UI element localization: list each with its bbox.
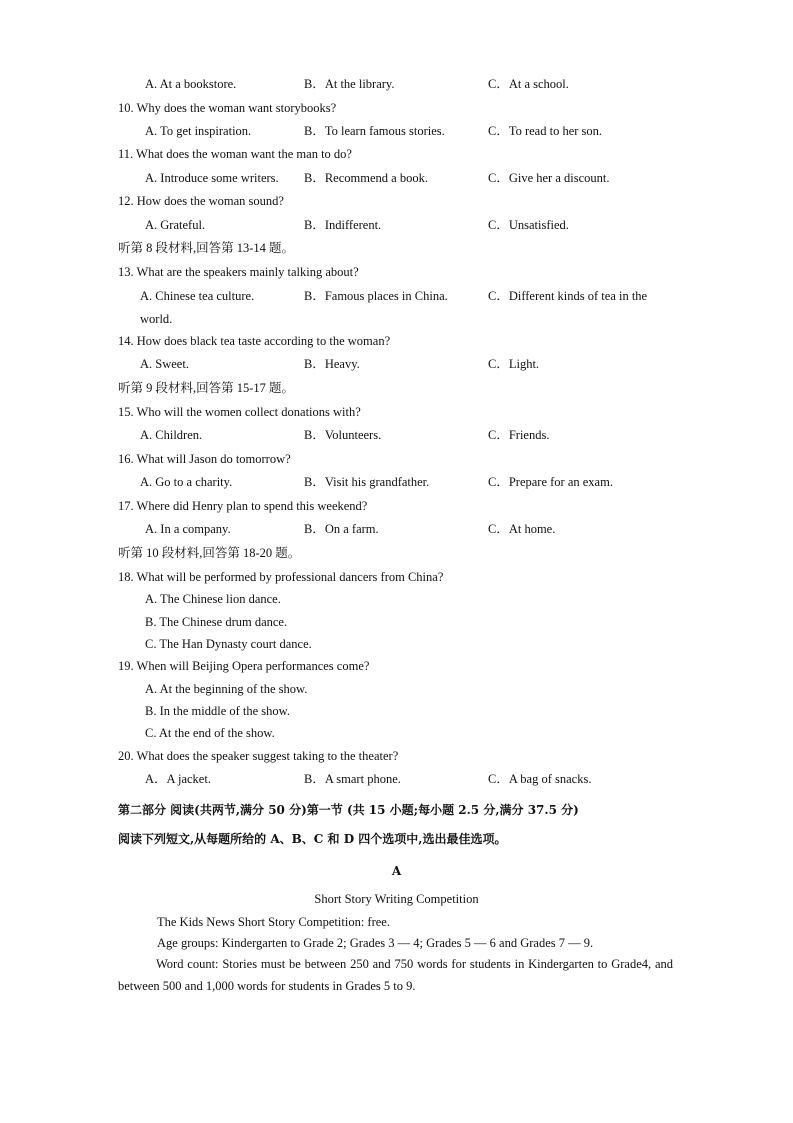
q20-option-b: B．A smart phone. xyxy=(304,772,401,786)
q20-option-a: A．A jacket. xyxy=(145,772,211,786)
part-2-instruction: 阅读下列短文,从每题所给的 A、B、C 和 D 四个选项中,选出最佳选项。 xyxy=(118,832,507,846)
passage-paragraph-word-count xyxy=(118,954,673,997)
q16-option-a: A. Go to a charity. xyxy=(140,475,233,489)
q19-option-b: B. In the middle of the show. xyxy=(145,704,291,718)
q17-stem: 17. Where did Henry plan to spend this weekend? xyxy=(118,499,368,513)
q10-option-a: A. To get inspiration. xyxy=(145,124,252,138)
passage-line-age-groups: Age groups: Kindergarten to Grade 2; Grades 3 — 4; Grades 5 — 6 and Grades 7 — 9. xyxy=(157,936,594,950)
q19-stem: 19. When will Beijing Opera performances come? xyxy=(118,659,370,673)
q20-stem: 20. What does the speaker suggest taking to the theater? xyxy=(118,749,399,763)
q12-option-c: C．Unsatisfied. xyxy=(488,218,569,232)
q16-option-c: C．Prepare for an exam. xyxy=(488,475,613,489)
q17-option-a: A. In a company. xyxy=(145,522,231,536)
q9-option-b: B．At the library. xyxy=(304,77,395,91)
passage-letter: A xyxy=(391,864,402,878)
q11-option-c: C．Give her a discount. xyxy=(488,171,610,185)
q20-option-c: C．A bag of snacks. xyxy=(488,772,592,786)
q14-option-c: C．Light. xyxy=(488,357,540,371)
q13-option-a: A. Chinese tea culture. xyxy=(140,289,255,303)
passage-line-competition: The Kids News Short Story Competition: free. xyxy=(157,915,390,929)
q13-option-c-continued: world. xyxy=(140,312,173,326)
q11-stem: 11. What does the woman want the man to do? xyxy=(118,147,352,161)
q11-option-b: B．Recommend a book. xyxy=(304,171,428,185)
q13-option-c: C．Different kinds of tea in the xyxy=(488,289,648,303)
q11-option-a: A. Introduce some writers. xyxy=(145,171,279,185)
section-8-heading: 听第 8 段材料,回答第 13-14 题。 xyxy=(118,241,295,255)
q19-option-a: A. At the beginning of the show. xyxy=(145,682,308,696)
part-2-heading: 第二部分 阅读(共两节,满分 50 分)第一节 (共 15 小题;每小题 2.5 分,满分 37.5 分) xyxy=(118,803,579,817)
q15-option-c: C．Friends. xyxy=(488,428,550,442)
q14-option-b: B．Heavy. xyxy=(304,357,360,371)
q18-option-c: C. The Han Dynasty court dance. xyxy=(145,637,312,651)
q10-option-b: B．To learn famous stories. xyxy=(304,124,445,138)
q16-stem: 16. What will Jason do tomorrow? xyxy=(118,452,291,466)
q13-stem: 13. What are the speakers mainly talking about? xyxy=(118,265,359,279)
passage-title: Short Story Writing Competition xyxy=(314,892,479,906)
q19-option-c: C. At the end of the show. xyxy=(145,726,275,740)
q15-option-b: B．Volunteers. xyxy=(304,428,382,442)
q12-option-b: B．Indifferent. xyxy=(304,218,382,232)
q15-stem: 15. Who will the women collect donations with? xyxy=(118,405,361,419)
section-10-heading: 听第 10 段材料,回答第 18-20 题。 xyxy=(118,546,301,560)
q12-option-a: A. Grateful. xyxy=(145,218,206,232)
q12-stem: 12. How does the woman sound? xyxy=(118,194,284,208)
q9-option-a: A. At a bookstore. xyxy=(145,77,237,91)
q17-option-b: B．On a farm. xyxy=(304,522,379,536)
q18-option-b: B. The Chinese drum dance. xyxy=(145,615,288,629)
q14-stem: 14. How does black tea taste according to the woman? xyxy=(118,334,391,348)
q15-option-a: A. Children. xyxy=(140,428,203,442)
q9-option-c: C．At a school. xyxy=(488,77,569,91)
q10-stem: 10. Why does the woman want storybooks? xyxy=(118,101,337,115)
q14-option-a: A. Sweet. xyxy=(140,357,189,371)
q16-option-b: B．Visit his grandfather. xyxy=(304,475,430,489)
q10-option-c: C．To read to her son. xyxy=(488,124,603,138)
q18-option-a: A. The Chinese lion dance. xyxy=(145,592,281,606)
q18-stem: 18. What will be performed by professional dancers from China? xyxy=(118,570,444,584)
passage-word-count-text: Word count: Stories must be between 250 and 750 words for students in Kindergarten to Grade4, and between 500 and 1,000 words for students in Grades 5 to 9. xyxy=(118,957,673,993)
section-9-heading: 听第 9 段材料,回答第 15-17 题。 xyxy=(118,381,295,395)
q13-option-b: B．Famous places in China. xyxy=(304,289,448,303)
q17-option-c: C．At home. xyxy=(488,522,556,536)
